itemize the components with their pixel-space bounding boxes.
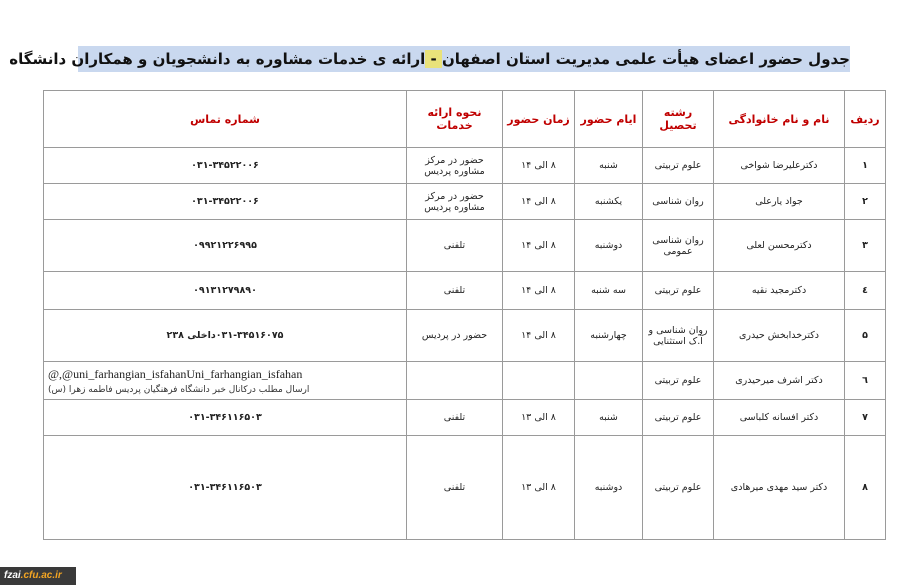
attendance-day: سه شنبه	[575, 272, 643, 310]
member-name: جواد یارعلی	[714, 184, 845, 220]
member-field: علوم تربیتی	[643, 436, 714, 540]
contact-social	[44, 362, 407, 400]
row-number: ۸	[845, 436, 886, 540]
service-method: تلفنی	[407, 436, 503, 540]
row-number: ۵	[845, 310, 886, 362]
table-row	[44, 310, 886, 362]
attendance-day: دوشنبه	[575, 436, 643, 540]
row-number: ۷	[845, 400, 886, 436]
table-row	[44, 272, 886, 310]
site-watermark	[0, 567, 76, 585]
contact-phone: ۰۳۱-۳۴۶۱۱۶۵۰۳	[44, 436, 407, 540]
table-row	[44, 436, 886, 540]
service-method: حضور در پردیس	[407, 310, 503, 362]
service-method: تلفنی	[407, 220, 503, 272]
header-field: رشته تحصیل	[643, 91, 714, 148]
row-number: ٦	[845, 362, 886, 400]
attendance-time: ۸ الی ۱۴	[503, 148, 575, 184]
header-time: زمان حضور	[503, 91, 575, 148]
table-row	[44, 148, 886, 184]
row-number: ۱	[845, 148, 886, 184]
table-header-row	[44, 91, 886, 148]
contact-phone: ۰۹۱۳۱۲۷۹۸۹۰	[44, 272, 407, 310]
contact-phone: ۰۳۱-۳۴۵۲۲۰۰۶	[44, 148, 407, 184]
header-method: نحوه ارائه خدمات	[407, 91, 503, 148]
attendance-time: ۸ الی ۱۴	[503, 310, 575, 362]
header-days: ایام حضور	[575, 91, 643, 148]
row-number: ۳	[845, 220, 886, 272]
service-method: حضور در مرکز مشاوره پردیس	[407, 184, 503, 220]
attendance-day: دوشنبه	[575, 220, 643, 272]
attendance-day: یکشنبه	[575, 184, 643, 220]
contact-phone: ۰۳۱-۳۴۵۲۲۰۰۶	[44, 184, 407, 220]
contact-phone: ۰۳۱-۳۴۵۱۶۰۷۵داخلی ۲۳۸	[44, 310, 407, 362]
table-row	[44, 400, 886, 436]
service-method: تلفنی	[407, 272, 503, 310]
member-name: دکترعلیرضا شواخی	[714, 148, 845, 184]
member-name: دکتر سید مهدی میرهادی	[714, 436, 845, 540]
row-number: ٤	[845, 272, 886, 310]
contact-phone: ۰۳۱-۳۴۶۱۱۶۵۰۳	[44, 400, 407, 436]
member-field: علوم تربیتی	[643, 148, 714, 184]
attendance-time: ۸ الی ۱۴	[503, 184, 575, 220]
member-field: روان شناسی عمومی	[643, 220, 714, 272]
title-separator: -	[425, 50, 442, 68]
member-name: دکترمحسن لعلی	[714, 220, 845, 272]
watermark-prefix: fzai	[4, 570, 21, 581]
member-name: دکتر اشرف میرحیدری	[714, 362, 845, 400]
member-name: دکترمجید نقیه	[714, 272, 845, 310]
member-name: دکترخدابخش حیدری	[714, 310, 845, 362]
title-part-2: ارائه ی خدمات مشاوره به دانشجویان و همکاران دانشگاه	[9, 50, 426, 68]
table-row	[44, 362, 886, 400]
attendance-day: شنبه	[575, 148, 643, 184]
attendance-time: ۸ الی ۱۳	[503, 400, 575, 436]
contact-phone: ۰۹۹۲۱۲۲۶۹۹۵	[44, 220, 407, 272]
member-field: علوم تربیتی	[643, 272, 714, 310]
header-row-number: ردیف	[845, 91, 886, 148]
attendance-table	[43, 90, 886, 540]
row-number: ۲	[845, 184, 886, 220]
attendance-day: چهارشنبه	[575, 310, 643, 362]
social-handles: @,@uni_farhangian_isfahan‌Uni_farhangian_isfahan	[48, 366, 303, 381]
social-note: ارسال مطلب درکانال خبر دانشگاه فرهنگیان پردیس فاطمه زهرا (س)	[48, 384, 310, 395]
attendance-time: ۸ الی ۱۴	[503, 220, 575, 272]
service-method	[407, 362, 503, 400]
header-phone: شماره تماس	[44, 91, 407, 148]
member-name: دکتر افسانه کلباسی	[714, 400, 845, 436]
member-field: علوم تربیتی	[643, 400, 714, 436]
service-method: تلفنی	[407, 400, 503, 436]
member-field: روان شناسی و آ.ک استثنایی	[643, 310, 714, 362]
title-part-1: جدول حضور اعضای هیأت علمی مدیریت استان اصفهان	[441, 50, 850, 68]
attendance-day	[575, 362, 643, 400]
attendance-time	[503, 362, 575, 400]
header-name: نام و نام خانوادگی	[714, 91, 845, 148]
table-row	[44, 220, 886, 272]
watermark-suffix: .cfu.ac.ir	[20, 570, 62, 581]
table-row	[44, 184, 886, 220]
service-method: حضور در مرکز مشاوره پردیس	[407, 148, 503, 184]
page-title	[9, 46, 850, 72]
attendance-time: ۸ الی ۱۴	[503, 272, 575, 310]
member-field: روان شناسی	[643, 184, 714, 220]
attendance-day: شنبه	[575, 400, 643, 436]
member-field: علوم تربیتی	[643, 362, 714, 400]
attendance-time: ۸ الی ۱۳	[503, 436, 575, 540]
